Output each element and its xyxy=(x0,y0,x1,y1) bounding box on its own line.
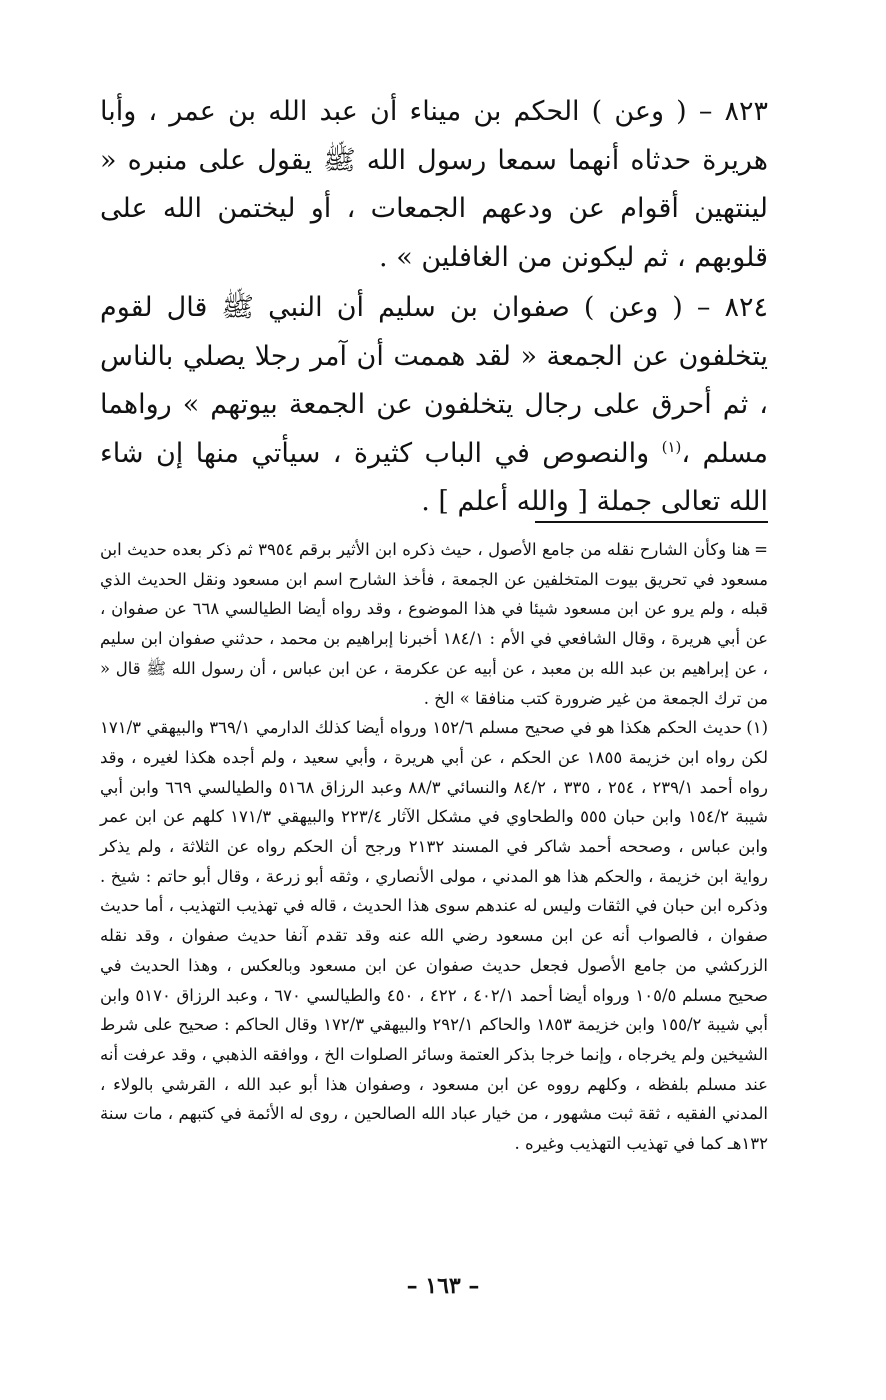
hadith-text: – ( وعن ) الحكم بن ميناء أن عبد الله بن عمر ، وأبا هريرة حدثاه أنهما سمعا رسول الله ﷺ يقول على منبره « لينتهين أقوام عن ودعهم الجمعات ، أو ليختمن الله على قلوبهم ، ثم ليكونن من الغافلين » . xyxy=(100,96,768,273)
page-number: – ١٦٣ – xyxy=(406,1273,480,1299)
hadith-823 xyxy=(100,88,768,282)
footnote-ref[interactable]: (١) xyxy=(661,437,682,456)
main-text xyxy=(100,88,768,527)
continuation-mark: = xyxy=(754,540,768,559)
footnotes xyxy=(100,535,768,1159)
hadith-824 xyxy=(100,284,768,527)
footnote-1 xyxy=(100,713,768,1159)
footnote-continuation-text: هنا وكأن الشارح نقله من جامع الأصول ، حيث ذكره ابن الأثير برقم ٣٩٥٤ ثم ذكر بعده حديث ابن مسعود في تحريق بيوت المتخلفين عن الجمعة ، فأخذ الشارح اسم ابن مسعود ونقل الحديث الذي قبله ، ولم يرو عن ابن مسعود شيئا في هذا الموضوع ، وقد رواه أيضا الطيالسي ٦٦٨ عن صفوان ، عن أبي هريرة ، وقال الشافعي في الأم : ١٨٤/١ أخبرنا إبراهيم بن محمد ، حدثني صفوان ابن سليم ، عن إبراهيم بن عبد الله بن معبد ، عن أبيه عن عكرمة ، عن ابن عباس ، أن رسول الله ﷺ قال « من ترك الجمعة من غير ضرورة كتب منافقا » الخ . xyxy=(100,540,768,708)
hadith-text-continued: والنصوص في الباب كثيرة ، سيأتي منها إن شاء الله تعالى جملة [ والله أعلم ] . xyxy=(100,437,768,517)
footnote-1-marker: (١) xyxy=(746,718,768,738)
footnote-1-text: حديث الحكم هكذا هو في صحيح مسلم ١٥٢/٦ ورواه أيضا كذلك الدارمي ٣٦٩/١ والبيهقي ١٧١/٣ لكن رواه ابن خزيمة ١٨٥٥ عن الحكم ، عن أبي هريرة ، وأبي سعيد ، ولم أجده هكذا لغيره ، وقد رواه أحمد ٢٣٩/١ ، ٢٥٤ ، ٣٣٥ ، ٨٤/٢ والنسائي ٨٨/٣ وعبد الرزاق ٥١٦٨ والطيالسي ٦٦٩ وابن أبي شيبة ١٥٤/٢ وابن حبان ٥٥٥ والطحاوي في مشكل الآثار ٢٢٣/٤ والبيهقي ١٧١/٣ كلهم عن ابن عمر وابن عباس ، وصححه أحمد شاكر في المسند ٢١٣٢ ورجح أن الحكم رواه عن الثلاثة ، ولم يذكر رواية ابن خزيمة ، والحكم هذا هو المدني ، مولى الأنصاري ، وثقه أبو زرعة ، وقال أبو حاتم : شيخ . وذكره ابن حبان في الثقات وليس له عندهم سوى هذا الحديث ، قاله في تهذيب التهذيب ، أما حديث صفوان ، فالصواب أنه عن ابن مسعود رضي الله عنه وقد تقدم آنفا حديث صفوان ، وقد نقله الزركشي من جامع الأصول فجعل حديث صفوان عن ابن مسعود وبالعكس ، وهذا الحديث في صحيح مسلم ١٠٥/٥ ورواه أيضا أحمد ٤٠٢/١ ، ٤٢٢ ، ٤٥٠ والطيالسي ٦٧٠ ، وعبد الرزاق ٥١٧٠ وابن أبي شيبة ١٥٥/٢ وابن خزيمة ١٨٥٣ والحاكم ٢٩٢/١ والبيهقي ١٧٢/٣ وقال الحاكم : صحيح على شرط الشيخين ولم يخرجاه ، وإنما خرجا بذكر العتمة وسائر الصلوات الخ ، ووافقه الذهبي ، وقد عرفت أنه عند مسلم بلفظه ، وكلهم رووه عن ابن مسعود ، وصفوان هذا أبو عبد الله ، القرشي بالولاء ، المدني الفقيه ، ثقة ثبت مشهور ، من خيار عباد الله الصالحين ، روى له الأئمة في كتبهم ، مات سنة ١٣٢هـ كما في تهذيب التهذيب وغيره . xyxy=(100,718,769,1154)
footnote-continuation xyxy=(100,535,768,713)
hadith-number: ٨٢٤ xyxy=(724,292,768,323)
hadith-text: – ( وعن ) صفوان بن سليم أن النبي ﷺ قال لقوم يتخلفون عن الجمعة « لقد هممت أن آمر رجلا يصلي بالناس ، ثم أحرق على رجال يتخلفون عن الجمعة بيوتهم » رواهما مسلم ، xyxy=(100,292,768,469)
footnote-divider xyxy=(535,521,768,523)
hadith-number: ٨٢٣ xyxy=(724,96,768,127)
